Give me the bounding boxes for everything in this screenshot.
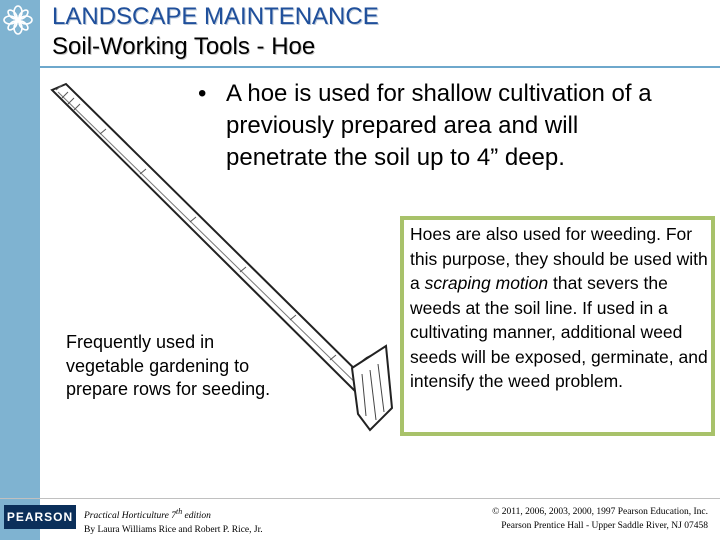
book-edition-sup: th (176, 507, 183, 516)
bullet-text: A hoe is used for shallow cultivation of a previously prepared area and will penetrate the soil up to 4” deep. (226, 80, 652, 171)
header-divider (40, 66, 720, 68)
left-accent-bar (0, 0, 40, 540)
flower-logo-icon (2, 4, 34, 36)
footer-book-info (84, 505, 263, 537)
weeding-info-box (400, 216, 715, 436)
footer-divider (0, 498, 720, 499)
book-title: Practical Horticulture 7 (84, 511, 176, 522)
book-edition: edition (182, 511, 211, 522)
publisher-line: Pearson Prentice Hall - Upper Saddle River, NJ 07458 (501, 521, 708, 531)
weeding-info-text-part2: that severs the weeds at the soil line. If used in a cultivating manner, additional weed seeds will be exposed, germinate, and intensify the weed problem. (410, 273, 708, 391)
slide-subtitle: Soil-Working Tools - Hoe (52, 33, 316, 60)
book-authors: By Laura Williams Rice and Robert P. Rice, Jr. (84, 525, 263, 536)
weeding-info-text (404, 220, 711, 394)
left-caption: Frequently used in vegetable gardening to prepare rows for seeding. (66, 332, 271, 399)
slide-title: LANDSCAPE MAINTENANCE (52, 3, 379, 30)
bullet-marker: • (198, 80, 207, 107)
pearson-logo: PEARSON (4, 505, 76, 529)
copyright-line: © 2011, 2006, 2003, 2000, 1997 Pearson Education, Inc. (492, 507, 708, 517)
bullet-point (198, 78, 678, 174)
footer-copyright (492, 505, 708, 533)
weeding-info-text-part1: Hoes are also used for weeding. For this purpose, they should be used with a (410, 224, 708, 293)
book-title-line (84, 505, 263, 523)
weeding-info-emphasis: scraping motion (424, 273, 549, 293)
